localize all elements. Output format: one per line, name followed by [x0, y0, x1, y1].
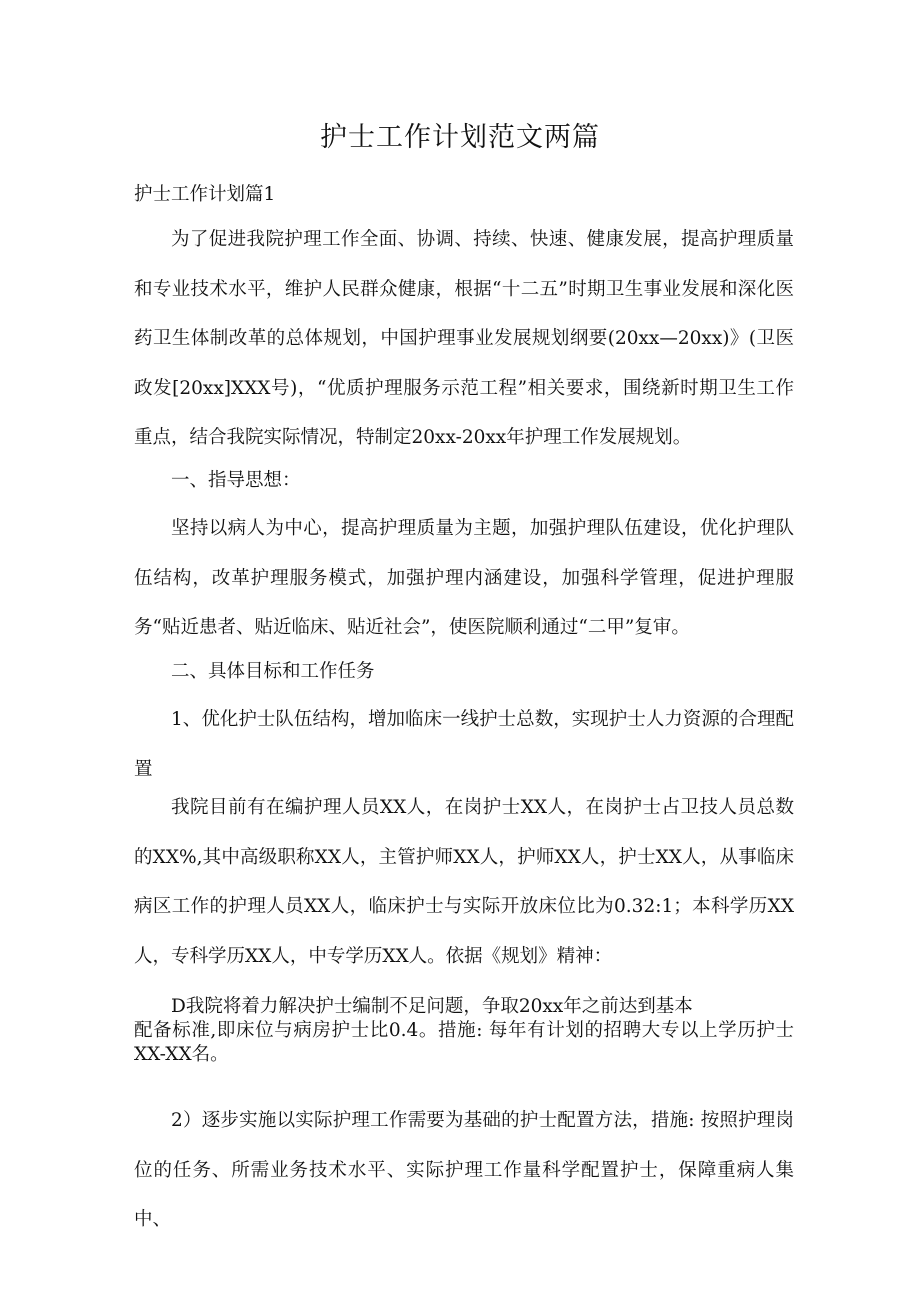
- measure-2-paragraph: 2）逐步实施以实际护理工作需要为基础的护士配置方法，措施: 按照护理岗位的任务、所需业务技术水平、实际护理工作量科学配置护士，保障重病人集中、: [134, 1110, 794, 1230]
- section-subtitle: 护士工作计划篇1: [134, 184, 276, 205]
- document-title: 护士工作计划范文两篇: [320, 122, 600, 153]
- heading-guiding-ideology: 一、指导思想：: [171, 470, 301, 491]
- item-1-paragraph: 1、优化护士队伍结构，增加临床一线护士总数，实现护士人力资源的合理配置: [134, 709, 794, 780]
- measure-1-line-2: 配备标准,即床位与病房护士比0.4。措施: 每年有计划的招聘大专以上学历护士XX-XX名。: [134, 1020, 794, 1065]
- measure-1-paragraph: [134, 995, 794, 1067]
- intro-paragraph: 为了促进我院护理工作全面、协调、持续、快速、健康发展，提高护理质量和专业技术水平，维护人民群众健康，根据“十二五”时期卫生事业发展和深化医药卫生体制改革的总体规划，中国护理事业发展规划纲要(20xx—20xx)》(卫医政发[20xx]XXX号)，“优质护理服务示范工程”相关要求，围绕新时期卫生工作重点，结合我院实际情况，特制定20xx-20xx年护理工作发展规划。: [134, 229, 794, 448]
- guiding-paragraph: 坚持以病人为中心，提高护理质量为主题，加强护理队伍建设，优化护理队伍结构，改革护理服务模式，加强护理内涵建设，加强科学管理，促进护理服务“贴近患者、贴近临床、贴近社会”，使医院顺利通过“二甲”复审。: [134, 518, 794, 638]
- heading-goals-tasks: 二、具体目标和工作任务: [171, 661, 375, 682]
- measure-1-line-1: D我院将着力解决护士编制不足问题，争取20xx年之前达到基本: [171, 996, 693, 1017]
- staff-paragraph: 我院目前有在编护理人员XX人，在岗护士XX人，在岗护士占卫技人员总数的XX%,其中高级职称XX人，主管护师XX人，护师XX人，护士XX人，从事临床病区工作的护理人员XX人，临床护士与实际开放床位比为0.32:1；本科学历XX人，专科学历XX人，中专学历XX人。依据《规划》精神：: [134, 797, 794, 967]
